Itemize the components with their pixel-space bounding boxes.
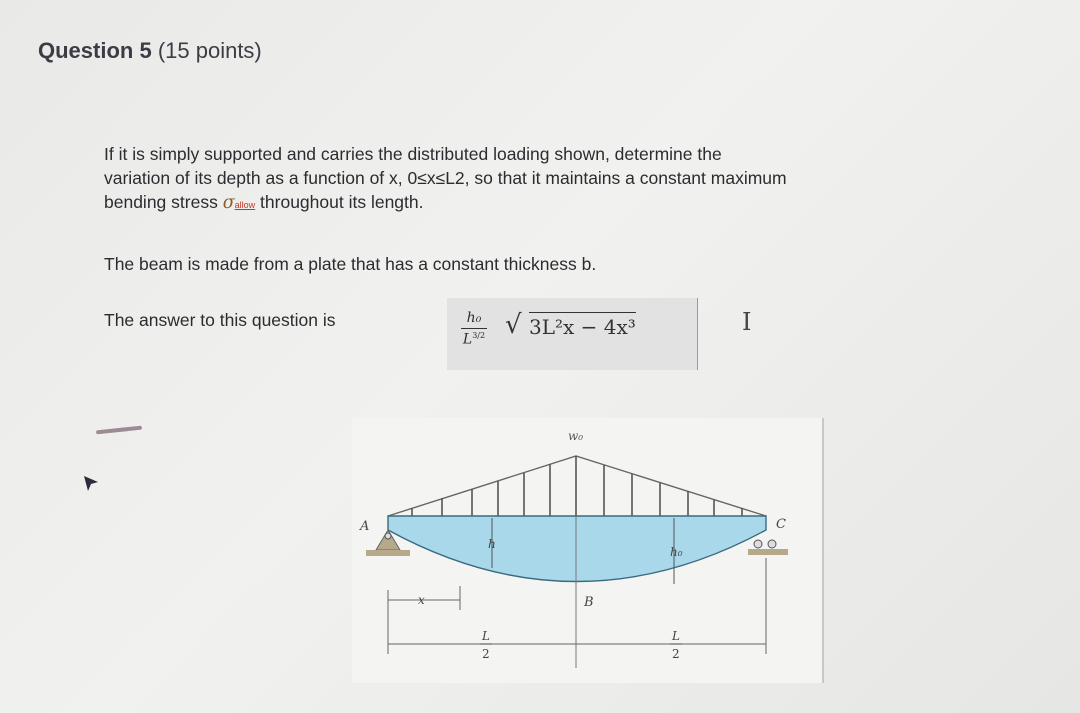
sqrt-symbol: √ [505, 310, 522, 340]
beam-body [388, 516, 766, 582]
load-label-w0: w₀ [568, 429, 584, 443]
question-prompt [104, 142, 1024, 217]
half-right-numerator: L [672, 629, 680, 643]
point-a-label: A [360, 519, 370, 534]
question-number: Question 5 [38, 38, 152, 63]
half-left-denominator: 2 [482, 647, 490, 661]
answer-radicand: 3L²x − 4x³ [529, 312, 636, 339]
thickness-statement: The beam is made from a plate that has a constant thickness b. [104, 254, 597, 274]
answer-label: The answer to this question is [104, 310, 336, 330]
fraction-denominator-base: L [462, 331, 473, 348]
prompt-line-1: If it is simply supported and carries the distributed loading shown, determine the [104, 144, 722, 164]
point-c-label: C [776, 517, 786, 532]
sigma-subscript: allow [234, 200, 256, 210]
prompt-line-3 [104, 190, 1024, 217]
depth-h-label: h [488, 537, 496, 551]
prompt-line-3-start: bending stress [104, 192, 218, 212]
depth-h0-label: h₀ [670, 545, 683, 559]
question-title [38, 38, 262, 64]
question-points: (15 points) [157, 38, 262, 63]
answer-input[interactable] [447, 298, 698, 370]
beam-diagram [352, 418, 822, 683]
load-distribution-outline [388, 456, 766, 516]
prompt-line-3-end: throughout its length. [260, 192, 424, 212]
fraction-denominator [461, 329, 487, 348]
beam-figure-panel [352, 418, 824, 683]
half-left-numerator: L [482, 629, 490, 643]
half-right-denominator: 2 [672, 647, 680, 661]
fraction-exponent: 3/2 [472, 331, 486, 340]
dim-x-label: x [418, 593, 425, 607]
text-cursor-icon: I [742, 308, 752, 336]
sigma-symbol: σ [222, 193, 235, 213]
mouse-pointer-icon [82, 474, 102, 494]
pen-mark [96, 426, 142, 435]
fraction-numerator: h₀ [461, 310, 487, 329]
load-arrows [408, 456, 746, 524]
answer-fraction [461, 310, 487, 348]
support-c [748, 540, 788, 555]
point-b-label: B [584, 595, 594, 610]
prompt-line-2: variation of its depth as a function of x, 0≤x≤L2, so that it maintains a constant maximum [104, 168, 787, 188]
